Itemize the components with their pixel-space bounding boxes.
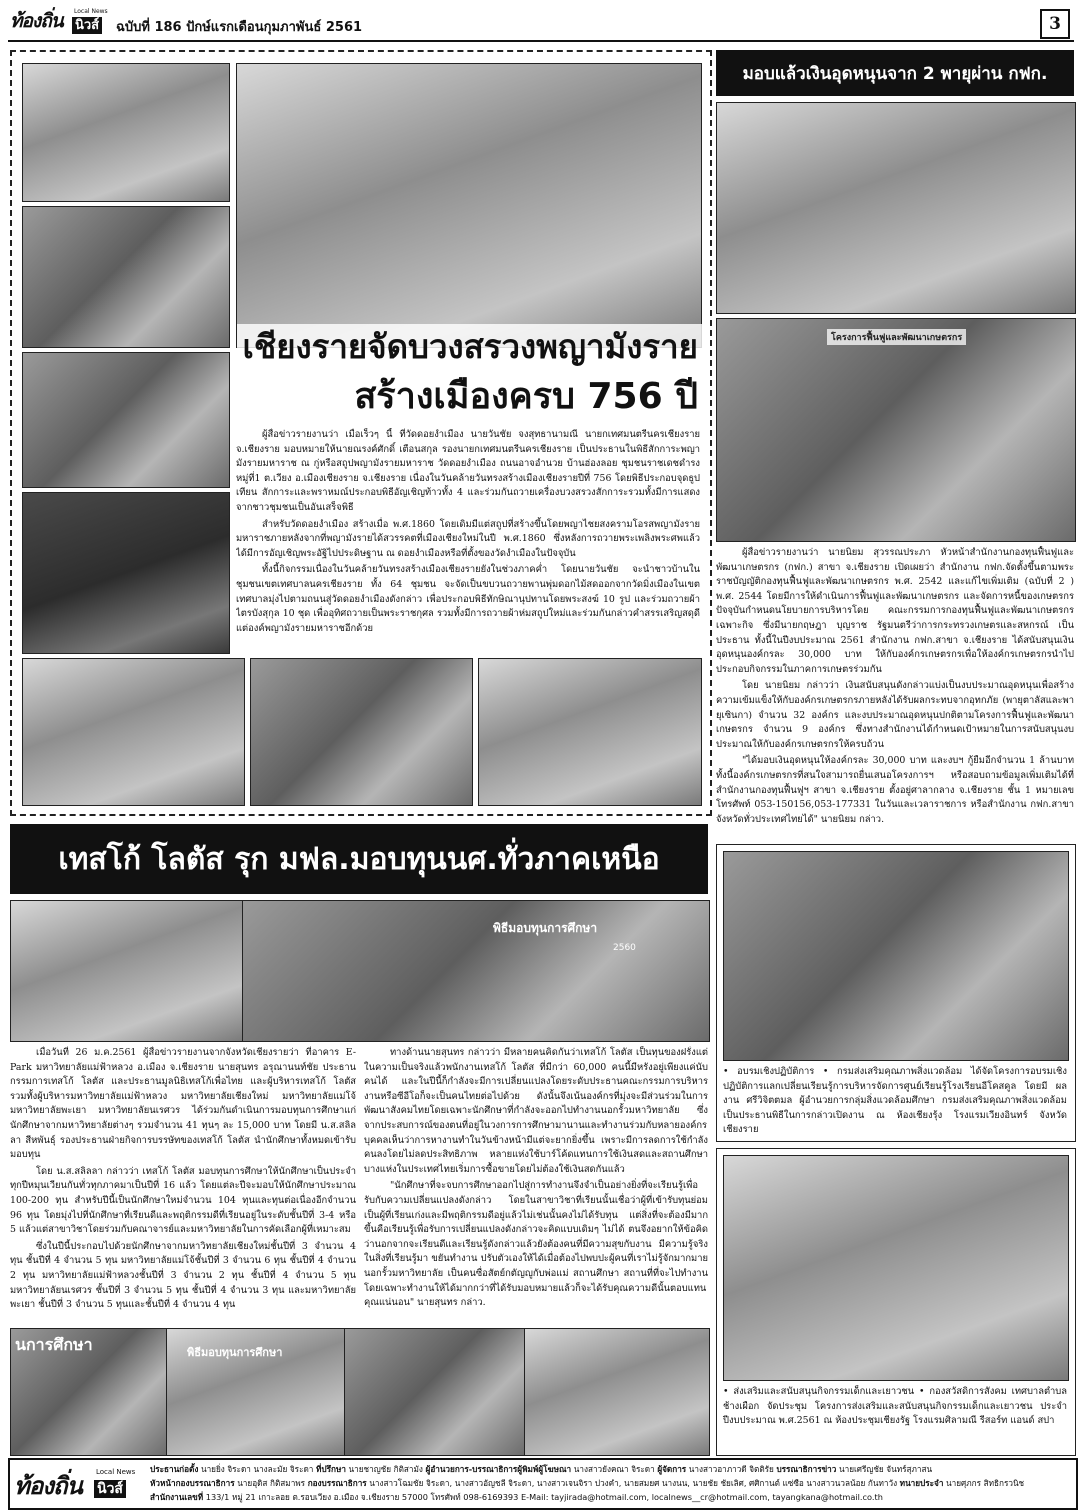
footer-key: สำนักงานเลขที่ (150, 1492, 204, 1502)
article2-paragraph: ผู้สื่อข่าวรายงานว่า นายนิยม สุวรรณประภา หัวหน้าสำนักงานกองทุนฟื้นฟูและพัฒนาเกษตรกร (กฟก.) สาขา จ.เชียงราย เปิดเผยว่า สำนักงาน กฟก.จัดตั้งขึ้นตามพระราชบัญญัติกองทุนฟื้นฟูและพัฒนาเกษตรกร พ.ศ. 2542 และแก้ไขเพิ่มเติม (ฉบับที่ 2 ) พ.ศ. 2544 โดยมีการให้ดำเนินการฟื้นฟูและพัฒนาเกษตรกร และจัดการหนี้ของเกษตรกร ปัจจุบันกำหนดนโยบายการบริหารโดย คณะกรรมการกองทุนฟื้นฟูและพัฒนาเกษตรกรเฉพาะกิจ ซึ่งมีนายกฤษฎา บุญราช รัฐมนตรีว่าการกระทรวงเกษตรและสหกรณ์ เป็นประธาน ทั้งนี้ในปีงบประมาณ 2561 สำนักงาน กฟก.สาขา จ.เชียงราย ได้สนับสนุนเงินอุดหนุนองค์กรละ 30,000 บาท ให้กับองค์กรเกษตรกรเพื่อให้องค์กรเกษตรกรนำไปประกอบกิจกรรมในภาคการเกษตรร่วมกัน (716, 547, 1074, 675)
side-box-2 (716, 1148, 1076, 1456)
scholarship-stage-sign: พิธีมอบทุนการศึกษา (493, 921, 598, 935)
footer-value: 133/1 หมู่ 21 เกาะลอย ต.รอบเวียง อ.เมือง จ.เชียงราย 57000 โทรศัพท์ 098-6169393 E-Mail: tayjirada@hotmail.com, localnews__cr@hotmail.com, tayangkana@hotmail.co.th (203, 1492, 883, 1502)
article2-headline: มอบแล้วเงินอุดหนุนจาก 2 พายุผ่าน กฟก. (716, 50, 1074, 96)
article3-paragraph: ทางด้านนายสุนทร กล่าวว่า มีหลายคนคิดกันว่าเทสโก้ โลตัส เป็นทุนของฝรั่งแต่ในความเป็นจริงแล้วพนักงานเทสโก้ โลตัส ที่มีกว่า 60,000 คนนี้มีหรังอยู่เพียงแค่นับคนได้ และในปีนี้ก็กำลังจะมีการเปลี่ยนแปลงโดยระดับประธานคณะกรรมการบริหารงานหรือซีอีโอก็จะเป็นคนไทยต่อไปด้วย ดังนั้นจึงเน้นองค์กรที่มุ่งจะมีส่วนร่วมในการพัฒนาสังคมไทยโดยเฉพาะนักศึกษาที่กำลังจะออกไปทำงานนอกรั้วมหาวิทยาลัย ซึ่งจากประสบการณ์ของตนที่อยู่ในวงการการศึกษามานานและทำงานร่วมกับหลายองค์กรบุคคลเห็นว่าการหางานทำในวันข้างหน้ามีแต่จะยากยิ่งขึ้น เพราะมีการลดการใช้กำลังคนลงโดยไม่ลดประสิทธิภาพ หลายแห่งใช้บาร์โค้ดแทนการใช้เงินสดและสถานศึกษาบางแห่งในประเทศไทยเริ่มการซื้อขายโดยไม่ต้องใช้เงินสดกันแล้ว (364, 1047, 708, 1175)
article3-paragraph: "นักศึกษาที่จะจบการศึกษาออกไปสู่การทำงานจึงจำเป็นอย่างยิ่งที่จะเรียนรู้เพื่อรับกับความเปลี่ยนแปลงดังกล่าว โดยในสาขาวิชาที่เรียนนั้นเชื่อว่าผู้ที่เข้ารับทุนย่อมเป็นผู้ที่เรียนเก่งและมีพฤติกรรมดีอยู่แล้วไม่เช่นนั้นคงไม่ได้รับทุน แต่สิ่งที่จะต้องมีมากขึ้นคือเรียนรู้เพื่อรับการเปลี่ยนแปลงดังกล่าวจะคิดแบบเดิมๆ ไม่ได้ ตนจึงอยากให้ข้อคิดว่านอกจากจะเรียนดีและเรียนรู้ดังกล่าวแล้วยังต้องคนที่มีความสุขกับงาน มีความรู้จริงในสิ่งที่เรียนรู้มา ขยันทำงาน ปรับตัวเองให้ได้เมื่อต้องไปพบปะผู้คนที่เราไม่รู้จักมากมายนอกรั้วมหาวิทยาลัย เป็นคนซื่อสัตย์กตัญญูกับพ่อแม่ สถานศึกษา สถานที่ที่จะไปทำงานโดยเฉพาะทำงานให้ได้มากกว่าที่ได้รับมอบหมายแล้วก็จะได้รับคุณความดีนั้นตอบแทนคุณแน่นอน" นายสุนทร กล่าว. (364, 1180, 708, 1309)
footer-key: กองบรรณาธิการ (307, 1478, 367, 1488)
photo-fund-handover (716, 102, 1076, 314)
scholarship-stage-year: 2560 (613, 943, 636, 953)
masthead (0, 0, 1084, 44)
masthead-logo-sub: Local News (74, 8, 108, 15)
article1-paragraph: สำหรับวัดดอยงำเมือง สร้างเมื่อ พ.ศ.1860 โดยเดิมมีแต่สถูปที่สร้างขึ้นโดยพญาไชยสงครามโอรสพญามังรายมหาราชภายหลังจากที่พญามังรายได้สวรรคตที่เมืองเชียงใหม่ในปี พ.ศ.1860 ซึ่งหลังการถวายพระเพลิงพระศพแล้วได้มีการอัญเชิญพระอัฐิไปประดิษฐาน ณ ดอยงำเมืองหรือที่ตั้งของวัดงำเมืองในปัจจุบัน (236, 518, 700, 559)
masthead-logo-main: ท้องถิ่น (10, 10, 63, 32)
masthead-rule (8, 40, 1074, 42)
article1-headline-line2: สร้างเมืองครบ 756 ปี (348, 374, 704, 420)
footer-key: ผู้จัดการ (657, 1464, 687, 1474)
footer-value: นายยิ่ง จิระดา นางละมัย จิระดา (198, 1464, 316, 1474)
footer-key: ผู้อำนวยการ-บรรณาธิการผู้พิมพ์ผู้โฆษณา (425, 1464, 572, 1474)
article2-paragraph: "ได้มอบเงินอุดหนุนให้องค์กรละ 30,000 บาท และงบฯ กู้ยืมอีกจำนวน 1 ล้านบาท ทั้งนี้องค์กรเกษตรกรที่สนใจสามารถยื่นเสนอโครงการฯ หรือสอบถามข้อมูลเพิ่มเติมได้ที่สำนักงานกองทุนฟื้นฟูฯ สาขา จ.เชียงราย ตั้งอยู่ศาลากลาง จ.เชียงราย ชั้น 1 หมายเลขโทรศัพท์ 053-150156,053-177331 ในวันและเวลาราชการ หรือสำนักงาน กฟก.สาขาจังหวัดทั่วประเทศไทยได้" นายนิยม กล่าว. (716, 755, 1074, 825)
footer-value: นางสาวโฉมชัย จิระดา, นางสาวอัญชลี จิระดา, นางสาวเจนจิรา ปวงคำ, นายสมยศ นางนน, นายชัย ชัยเลิศ, ศศิกานต์ แซ่ซือ นางสาวนวลน้อย กันทาวัง (366, 1478, 900, 1488)
footer-logo (14, 1466, 144, 1502)
footer-value: นายเศรีญชัย จันทร์สุภาสน (836, 1464, 933, 1474)
article1-body (236, 428, 700, 654)
footer-staff-line2 (150, 1477, 1072, 1489)
article2-paragraph: โดย นายนิยม กล่าวว่า เงินสนับสนุนดังกล่าวแบ่งเป็นงบประมาณอุดหนุนเพื่อสร้างความเข้มแข็งให้กับองค์กรเกษตรกรภายหลังได้รับผลกระทบจากอุทกภัย (พายุตาลัสและพายุเซินกา) จำนวน 32 องค์กร และงบประมาณอุดหนุนปกติตามโครงการฟื้นฟูและพัฒนาเกษตรกร จำนวน 9 องค์กร ซึ่งทางสำนักงานได้กำหนดเป้าหมายในการสนับสนุนงบประมาณให้กับองค์กรเกษตรกรให้ครบถ้วน (716, 680, 1074, 750)
article1-headline (236, 324, 706, 424)
footer-value: นายชาญชัย กิติสามัง (345, 1464, 426, 1474)
photo-shrine-3 (22, 658, 245, 806)
side-box-1 (716, 844, 1076, 1142)
footer-logo-sub: Local News (96, 1468, 136, 1476)
scholarship-award-sign: พิธีมอบทุนการศึกษา (187, 1346, 283, 1359)
footer-logo-main: ท้องถิ่น (14, 1471, 82, 1500)
photo-temple-1 (22, 63, 230, 202)
article3-headline: เทสโก้ โลตัส รุก มฟล.มอบทุนนศ.ทั่วภาคเหนือ (10, 824, 708, 894)
photo-scholarship-stage (242, 900, 710, 1042)
footer-value: นายอุดิส กิติสมาพร (234, 1478, 308, 1488)
footer-logo-tail: นิวส์ (94, 1480, 126, 1498)
article3-col2 (364, 1046, 708, 1324)
photo-youth-meeting (723, 1155, 1069, 1381)
article3-col1 (10, 1046, 356, 1324)
footer-key: ที่ปรึกษา (316, 1464, 346, 1474)
footer (8, 1458, 1078, 1510)
footer-address-line (150, 1491, 1072, 1503)
masthead-logo (10, 8, 110, 38)
caption-youth: • ส่งเสริมและสนับสนุนกิจกรรมเด็กและเยาวชน • กองสวัสดิการสังคม เทศบาลตำบลช้างเผือก จัดประชุม โครงการส่งเสริมและสนับสนุนกิจกรรมเด็กและเยาวชน ประจำปีงบประมาณ พ.ศ.2561 ณ ห้องประชุมเชียงรัฐ โรงแรมศิลามณี รีสอร์ท แอนด์ สปา (723, 1386, 1067, 1426)
photo-offerings (250, 658, 473, 806)
page-number: 3 (1040, 9, 1070, 39)
issue-label: ฉบับที่ 186 ปักษ์แรกเดือนกุมภาพันธ์ 2561 (116, 20, 363, 35)
article3-paragraph: เมื่อวันที่ 26 ม.ค.2561 ผู้สื่อข่าวรายงานจากจังหวัดเชียงรายว่า ที่อาคาร E-Park มหาวิทยาลัยแม่ฟ้าหลวง อ.เมือง จ.เชียงราย นายสุนทร อรุณานนท์ชัย ประธานกรรมการเทสโก้ โลตัส และประธานมูลนิธิเทสโก้เพื่อไทย และผู้บริหารเทสโก้ โลตัส รวมทั้งผู้บริหารมหาวิทยาลัยแม่ฟ้าหลวง มหาวิทยาลัยเชียงใหม่ มหาวิทยาลัยแม่โจ้ มหาวิทยาลัยพะเยา มหาวิทยาลัยนเรศวร ได้ร่วมกันดำเนินการมอบทุนการศึกษาแก่นักศึกษาจากมหาวิทยาลัยต่างๆ รวมจำนวน 41 ทุนๆ ละ 15,000 บาท โดยมี น.ส.สลิลลา สีหพันธุ์ รองประธานฝ่ายกิจการบรรษัทของเทสโก้ โลตัส นำนักศึกษาทั้งหมดเข้ารับมอบทุน (10, 1047, 356, 1161)
article2-body (716, 546, 1074, 838)
photo-scholarship-award-1 (166, 1328, 346, 1456)
footer-key: บรรณาธิการข่าว (776, 1464, 837, 1474)
footer-key: หัวหน้ากองบรรณาธิการ (150, 1478, 235, 1488)
footer-value: นางสาวอาภาวดี จิตติรัย (686, 1464, 777, 1474)
photo-workshop-group (723, 851, 1069, 1061)
photo-scholarship-award-2 (344, 1328, 526, 1456)
footer-staff-line1 (150, 1463, 1072, 1475)
photo-scholarship-podium (10, 1328, 168, 1456)
photo-shrine-1 (22, 352, 230, 488)
article1-paragraph: ผู้สื่อข่าวรายงานว่า เมื่อเร็วๆ นี้ ที่วัดดอยงำเมือง นายวันชัย จงสุทธานามณี นายกเทศมนตรีนครเชียงราย จ.เชียงราย มอบหมายให้นายณรงค์ศักดิ์ เตือนสกุล รองนายกเทศมนตรีนครเชียงราย เป็นประธานในพิธีสักการะพญามังรายมหาราช ณ กู่หรือสถูปพญามังรายมหาราช วัดดอยงำเมือง ถนนอาจอำนวย บ้านฮ่องลอย ชุมชนราชเดชดำรง หมู่ที่1 ต.เวียง อ.เมืองเชียงราย จ.เชียงราย เนื่องในวันคล้ายวันทรงสร้างเมืองเชียงรายปีที่ 756 โดยพิธีประกอบจุดธูปเทียน สักการะและพราหมณ์ประกอบพิธีอัญเชิญท้าวทั้ง 4 และร่วมกันถวายเครื่องบวงสรวงสักการะรวมทั้งมีการแสดงจากชาวชุมชนเป็นอันเสร็จพิธี (236, 429, 700, 513)
article3-paragraph: ซึ่งในปีนี้ประกอบไปด้วยนักศึกษาจากมหาวิทยาลัยเชียงใหม่ชั้นปีที่ 3 จำนวน 4 ทุน ชั้นปีที่ 4 จำนวน 5 ทุน มหาวิทยาลัยแม่โจ้ชั้นปีที่ 3 จำนวน 6 ทุน ชั้นปีที่ 4 จำนวน 2 ทุน มหาวิทยาลัยแม่ฟ้าหลวงชั้นปีที่ 3 จำนวน 2 ทุน ชั้นปีที่ 4 จำนวน 5 ทุน มหาวิทยาลัยนเรศวร ชั้นปีที่ 3 จำนวน 5 ทุน ชั้นปีที่ 4 จำนวน 3 ทุน และมหาวิทยาลัยพะเยา ชั้นปีที่ 3 จำนวน 5 ทุนและชั้นปีที่ 4 จำนวน 4 ทุน (10, 1240, 356, 1311)
photo-attendees (478, 658, 702, 806)
photo-scholarship-audience (524, 1328, 710, 1456)
footer-key: ทนายประจำ (899, 1478, 944, 1488)
caption-workshop: • อบรมเชิงปฏิบัติการ • กรมส่งเสริมคุณภาพสิ่งแวดล้อม ได้จัดโครงการอบรมเชิงปฏิบัติการแลกเปลี่ยนเรียนรู้การบริหารจัดการศูนย์เรียนรู้โรงเรียนอีโคสคูล โดยมี ผลงาน ศรีวิจิตตมล ผู้อำนวยการกลุ่มสิ่งแวดล้อมศึกษา กรมส่งเสริมคุณภาพสิ่งแวดล้อม เป็นประธานพิธีในการกล่าวเปิดงาน ณ ห้องเชียงรุ้ง โรงแรมเวียงอินทร์ จังหวัดเชียงราย (723, 1066, 1067, 1135)
fund-banner-sign: โครงการฟื้นฟูและพัฒนาเกษตรกร (827, 329, 966, 345)
photo-scholarship-group (10, 900, 244, 1042)
photo-fund-meeting (716, 318, 1076, 542)
photo-shrine-2 (22, 492, 230, 654)
article1-paragraph: ทั้งนี้กิจกรรมเนื่องในวันคล้ายวันทรงสร้างเมืองเชียงรายยังในช่วงภาคค่ำ โดยนายวันชัย จะนำชาวบ้านในชุมชนเขตเทศบาลนครเชียงราย ทั้ง 64 ชุมชน จะจัดเป็นขบวนถวายพานพุ่มดอกไม้สดออกจากวัดมิ่งเมืองในเขตเทศบาลมุ่งไปตามถนนสู่วัดดอยงำเมืองดังกล่าว เพื่อประกอบพิธีทักษิณานุปทานโดยพระสงฆ์ 10 รูป และร่วมถวายผ้าไตรบังสุกุล 10 ชุด เพื่ออุทิศถวายเป็นพระราชกุศล รวมทั้งมีการถวายผ้าห่มสถูปใหม่และร่วมกันกล่าวคำสรรเสริญสดุดีแต่องค์พญามังรายมหาราชอีกด้วย (236, 564, 700, 634)
photo-temple-2 (22, 206, 230, 348)
footer-value: นายศุภกร สิทธิกรวนิช (943, 1478, 1025, 1488)
masthead-logo-tail: นิวส์ (72, 17, 102, 34)
footer-value: นางสาวยังคณา จิระดา (571, 1464, 658, 1474)
scholarship-partial-sign: นการศึกษา (15, 1335, 93, 1354)
article3-paragraph: โดย น.ส.สลิลลา กล่าวว่า เทสโก้ โลตัส มอบทุนการศึกษาให้นักศึกษาเป็นประจำทุกปีหมุนเวียนกันทั่วทุกภาคมาเป็นปีที่ 16 แล้ว โดยแต่ละปีจะมอบให้นักศึกษาประมาณ 100-200 ทุน สำหรับปีนี้เป็นนักศึกษาใหม่จำนวน 104 ทุนและทุนต่อเนื่องอีกจำนวน 96 ทุน โดยมุ่งไปที่นักศึกษาที่เรียนดีและพฤติกรรมดีที่เรียนอยู่ในระดับชั้นปีที่ 3-4 หรือ 5 แล้วแต่สาขาวิชาโดยร่วมกับคณาจารย์และมหาวิทยาลัยในการคัดเลือกผู้ที่เหมาะสม (10, 1165, 356, 1236)
footer-key: ประธานก่อตั้ง (150, 1464, 199, 1474)
photo-ceremony-main (236, 63, 702, 348)
article1-headline-line1: เชียงรายจัดบวงสรวงพญามังราย (237, 324, 704, 370)
